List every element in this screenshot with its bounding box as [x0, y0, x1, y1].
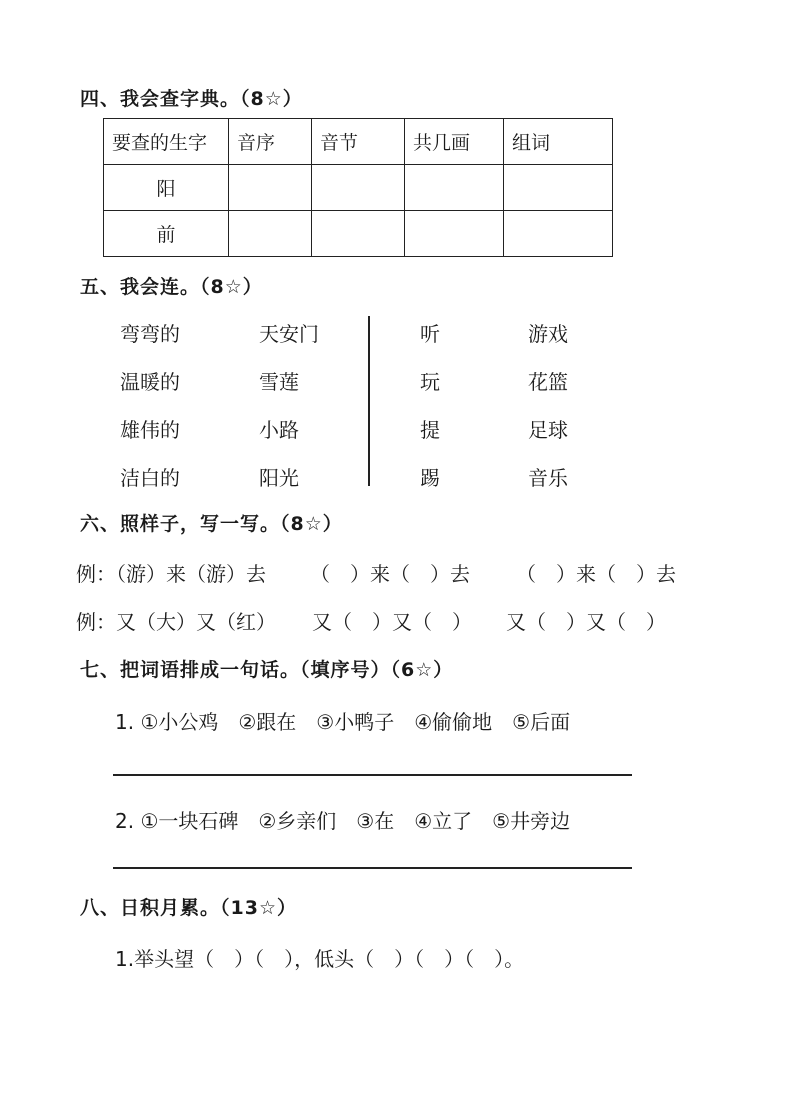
table-cell-blank[interactable]: [312, 211, 405, 257]
dictionary-table: [103, 118, 613, 257]
match-right-word: 玩: [420, 370, 440, 394]
match-left-word: 温暖的: [120, 370, 180, 394]
sentence-question-2: 2. ①一块石碑 ②乡亲们 ③在 ④立了 ⑤井旁边: [115, 809, 571, 833]
table-header-cell: 要查的生字: [104, 119, 229, 165]
section-7-heading: 七、把词语排成一句话。（填序号）（6☆）: [80, 659, 454, 681]
table-header-cell: 音序: [229, 119, 312, 165]
column-divider: [368, 316, 370, 486]
table-row: [104, 211, 613, 257]
match-left-target: 阳光: [259, 466, 299, 490]
example-phrase: 例：又（大）又（红）: [76, 610, 276, 634]
match-left-target: 雪莲: [259, 370, 299, 394]
section-6-heading: 六、照样子，写一写。（8☆）: [80, 513, 343, 535]
answer-line[interactable]: [113, 867, 632, 869]
match-right-target: 音乐: [528, 466, 568, 490]
table-cell-blank[interactable]: [229, 211, 312, 257]
sentence-question-1: 1. ①小公鸡 ②跟在 ③小鸭子 ④偷偷地 ⑤后面: [115, 710, 571, 734]
fill-blank-phrase[interactable]: （ ）来（ ）去: [516, 562, 676, 586]
fill-blank-phrase[interactable]: 又（ ）又（ ）: [506, 610, 666, 634]
match-left-target: 天安门: [259, 322, 319, 346]
table-cell-blank[interactable]: [405, 165, 504, 211]
fill-blank-phrase[interactable]: （ ）来（ ）去: [310, 562, 470, 586]
match-right-target: 花篮: [528, 370, 568, 394]
match-left-word: 雄伟的: [120, 418, 180, 442]
match-right-target: 足球: [528, 418, 568, 442]
table-header-cell: 组词: [504, 119, 613, 165]
match-left-word: 洁白的: [120, 466, 180, 490]
match-right-word: 听: [420, 322, 440, 346]
table-cell-blank[interactable]: [504, 165, 613, 211]
table-cell-blank[interactable]: [504, 211, 613, 257]
match-left-word: 弯弯的: [120, 322, 180, 346]
table-header-row: [104, 119, 613, 165]
section-5-heading: 五、我会连。（8☆）: [80, 276, 263, 298]
match-right-word: 提: [420, 418, 440, 442]
table-header-cell: 共几画: [405, 119, 504, 165]
section-8-heading: 八、日积月累。（13☆）: [80, 897, 297, 919]
table-cell-blank[interactable]: [312, 165, 405, 211]
table-row: [104, 165, 613, 211]
table-cell-blank[interactable]: [405, 211, 504, 257]
poem-fill-question[interactable]: 1.举头望（ ）（ ），低头（ ）（ ）（ ）。: [115, 947, 525, 971]
match-right-target: 游戏: [528, 322, 568, 346]
table-cell-character: 前: [104, 211, 229, 257]
match-right-word: 踢: [420, 466, 440, 490]
fill-blank-phrase[interactable]: 又（ ）又（ ）: [312, 610, 472, 634]
example-phrase: 例：（游）来（游）去: [76, 562, 266, 586]
table-cell-blank[interactable]: [229, 165, 312, 211]
answer-line[interactable]: [113, 774, 632, 776]
section-4-heading: 四、我会查字典。（8☆）: [80, 88, 303, 110]
table-header-cell: 音节: [312, 119, 405, 165]
match-left-target: 小路: [259, 418, 299, 442]
table-cell-character: 阳: [104, 165, 229, 211]
